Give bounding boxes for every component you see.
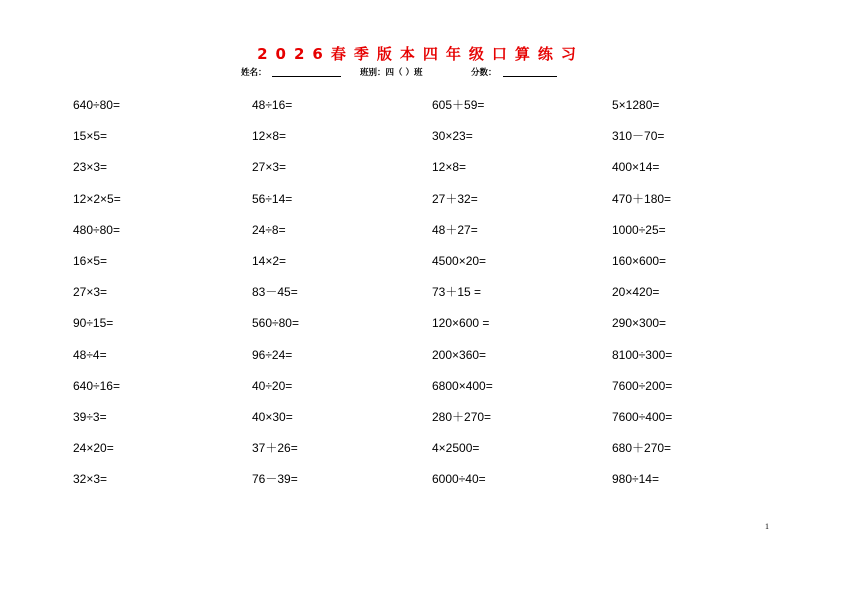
worksheet-title: 2026春季版本四年级口算练习 bbox=[257, 45, 584, 63]
name-label: 姓名： bbox=[241, 68, 267, 78]
problem-cell: 40×30= bbox=[252, 409, 293, 424]
problem-cell: 48＋27= bbox=[432, 222, 478, 237]
problem-cell: 160×600= bbox=[612, 253, 667, 268]
name-blank bbox=[272, 76, 341, 77]
problem-cell: 15×5= bbox=[73, 129, 108, 144]
problem-row bbox=[73, 158, 793, 189]
problem-cell: 1000÷25= bbox=[612, 222, 666, 237]
problem-cell: 200×360= bbox=[432, 347, 487, 362]
problem-cell: 310－70= bbox=[612, 129, 665, 144]
problem-cell: 480÷80= bbox=[73, 222, 120, 237]
problem-cell: 4500×20= bbox=[432, 253, 487, 268]
problem-cell: 24×20= bbox=[73, 441, 114, 456]
problem-cell: 56÷14= bbox=[252, 191, 293, 206]
problem-cell: 6000÷40= bbox=[432, 472, 486, 487]
problem-cell: 16×5= bbox=[73, 253, 108, 268]
problem-cell: 24÷8= bbox=[252, 222, 286, 237]
problem-cell: 980÷14= bbox=[612, 472, 659, 487]
problem-cell: 120×600 = bbox=[432, 316, 490, 331]
problem-cell: 76－39= bbox=[252, 472, 298, 487]
problem-cell: 27×3= bbox=[73, 285, 108, 300]
problem-cell: 73＋15 = bbox=[432, 285, 482, 300]
problem-cell: 7600÷400= bbox=[612, 409, 673, 424]
problem-row bbox=[73, 127, 793, 158]
problem-cell: 470＋180= bbox=[612, 191, 672, 206]
page-number: 1 bbox=[765, 522, 769, 531]
problem-row bbox=[73, 252, 793, 283]
problem-cell: 83－45= bbox=[252, 285, 298, 300]
problem-cell: 27＋32= bbox=[432, 191, 478, 206]
problem-row bbox=[73, 346, 793, 377]
problem-row bbox=[73, 470, 793, 501]
problem-row bbox=[73, 439, 793, 470]
problem-cell: 90÷15= bbox=[73, 316, 114, 331]
problem-cell: 7600÷200= bbox=[612, 378, 673, 393]
problem-cell: 12×8= bbox=[252, 129, 287, 144]
problem-row bbox=[73, 314, 793, 345]
problem-cell: 280＋270= bbox=[432, 409, 492, 424]
problem-cell: 39÷3= bbox=[73, 409, 107, 424]
problem-cell: 4×2500= bbox=[432, 441, 480, 456]
score-label: 分数： bbox=[471, 68, 497, 78]
problem-cell: 605＋59= bbox=[432, 98, 485, 112]
score-blank bbox=[503, 76, 557, 77]
problem-cell: 20×420= bbox=[612, 285, 660, 300]
problem-cell: 640÷16= bbox=[73, 378, 120, 393]
problem-cell: 37＋26= bbox=[252, 441, 298, 456]
problem-row bbox=[73, 377, 793, 408]
problem-cell: 640÷80= bbox=[73, 98, 120, 112]
problem-cell: 96÷24= bbox=[252, 347, 293, 362]
problem-cell: 48÷4= bbox=[73, 347, 107, 362]
problem-grid bbox=[73, 96, 793, 501]
problem-cell: 5×1280= bbox=[612, 98, 660, 112]
problem-cell: 27×3= bbox=[252, 160, 287, 175]
problem-row bbox=[73, 96, 793, 127]
problem-row bbox=[73, 221, 793, 252]
class-label: 班别：四（ ）班 bbox=[360, 68, 423, 78]
problem-cell: 560÷80= bbox=[252, 316, 299, 331]
problem-cell: 12×8= bbox=[432, 160, 467, 175]
problem-cell: 12×2×5= bbox=[73, 191, 121, 206]
problem-row bbox=[73, 408, 793, 439]
problem-cell: 8100÷300= bbox=[612, 347, 673, 362]
problem-cell: 14×2= bbox=[252, 253, 287, 268]
problem-cell: 48÷16= bbox=[252, 98, 293, 112]
problem-cell: 32×3= bbox=[73, 472, 108, 487]
problem-cell: 6800×400= bbox=[432, 378, 493, 393]
problem-cell: 23×3= bbox=[73, 160, 108, 175]
problem-cell: 680＋270= bbox=[612, 441, 672, 456]
problem-cell: 30×23= bbox=[432, 129, 473, 144]
problem-cell: 40÷20= bbox=[252, 378, 293, 393]
problem-row bbox=[73, 283, 793, 314]
problem-cell: 400×14= bbox=[612, 160, 660, 175]
problem-row bbox=[73, 190, 793, 221]
problem-cell: 290×300= bbox=[612, 316, 667, 331]
